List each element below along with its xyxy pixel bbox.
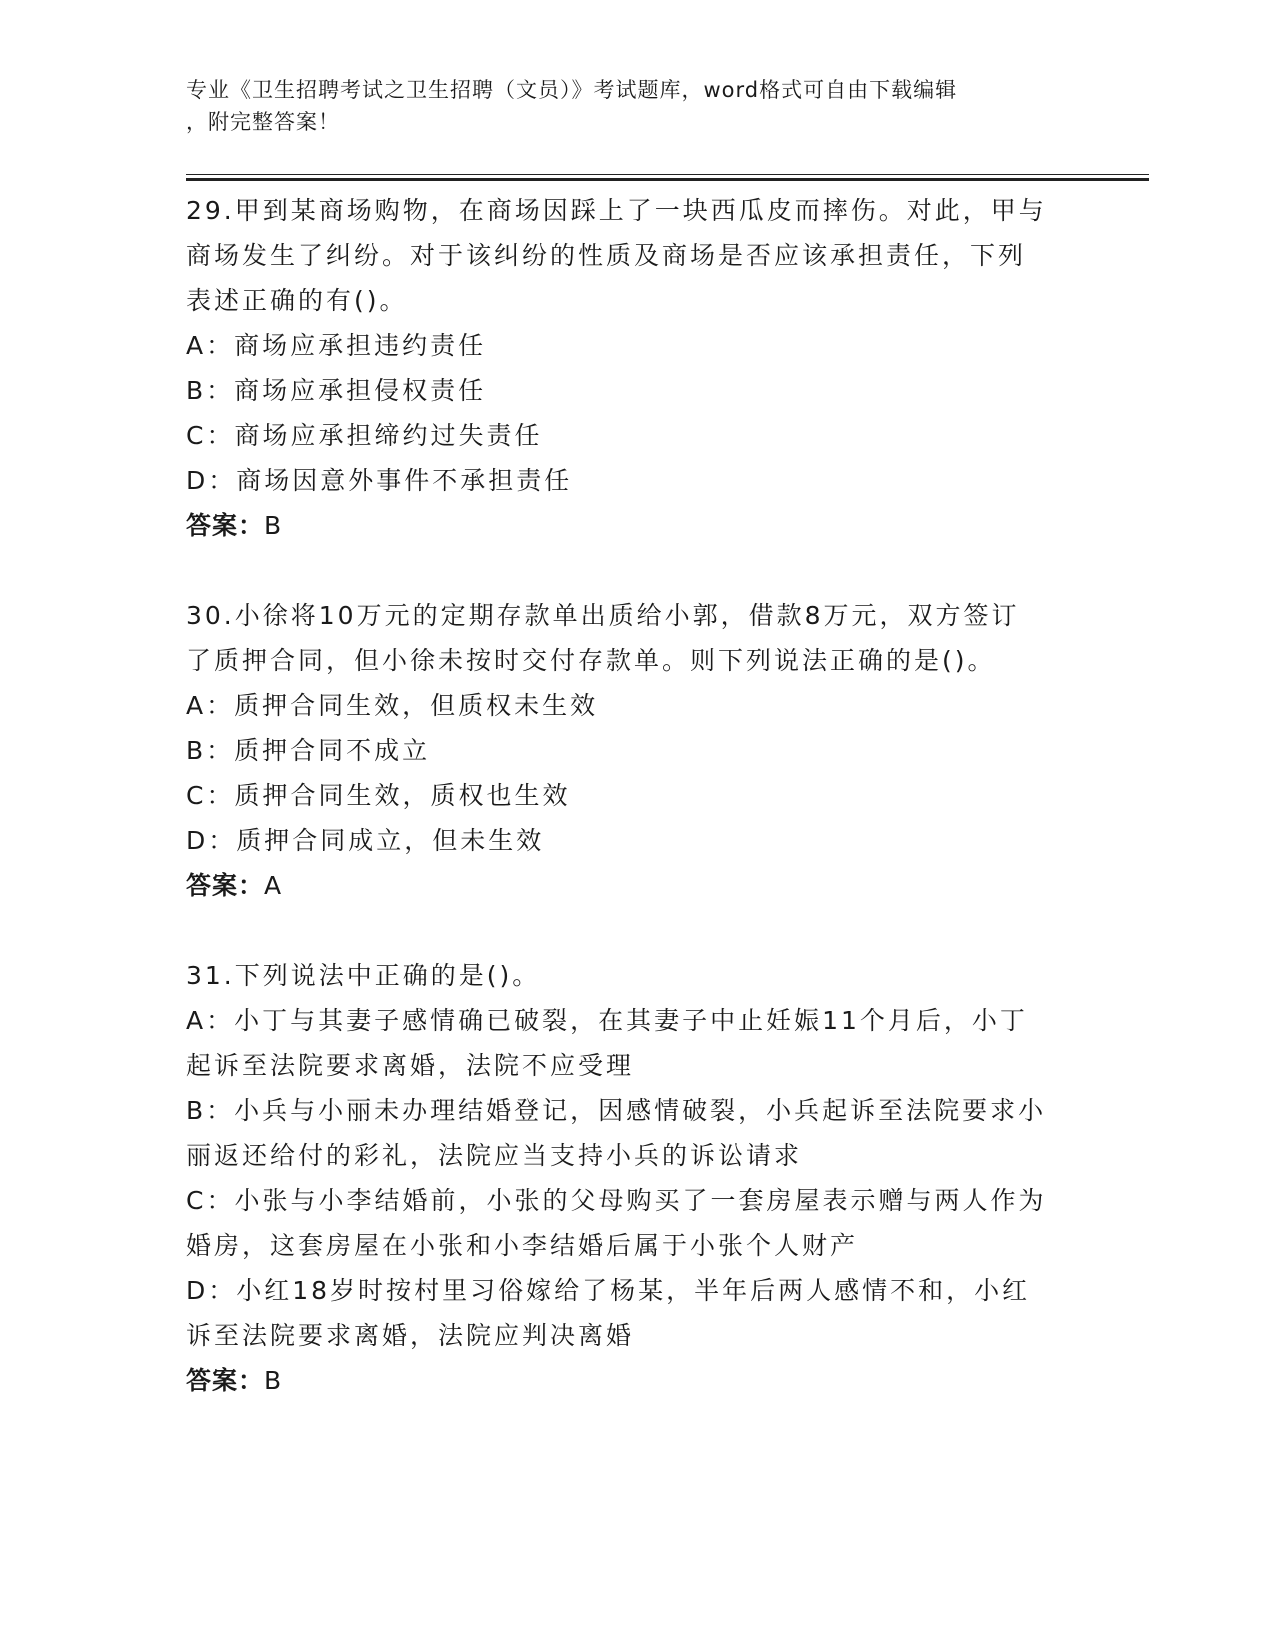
header-divider-thick bbox=[186, 178, 1149, 181]
option-c-line-1: C：小张与小李结婚前，小张的父母购买了一套房屋表示赠与两人作为 bbox=[186, 1186, 1047, 1215]
option-d: D：商场因意外事件不承担责任 bbox=[186, 466, 573, 495]
question-stem-line: 30.小徐将10万元的定期存款单出质给小郭，借款8万元，双方签订 bbox=[186, 601, 1020, 630]
option-d-line-1: D：小红18岁时按村里习俗嫁给了杨某，半年后两人感情不和，小红 bbox=[186, 1276, 1031, 1305]
option-b: B：质押合同不成立 bbox=[186, 736, 431, 765]
answer-label: 答案： bbox=[186, 871, 265, 900]
option-d-line-2: 诉至法院要求离婚，法院应判决离婚 bbox=[186, 1321, 635, 1350]
header-line-2: ，附完整答案！ bbox=[186, 110, 340, 134]
option-c: C：商场应承担缔约过失责任 bbox=[186, 421, 543, 450]
answer-line bbox=[186, 503, 1086, 548]
option-a-line-1: A：小丁与其妻子感情确已破裂，在其妻子中止妊娠11个月后，小丁 bbox=[186, 1006, 1028, 1035]
answer-value: B bbox=[264, 511, 283, 540]
option-b-line-2: 丽返还给付的彩礼，法院应当支持小兵的诉讼请求 bbox=[186, 1141, 803, 1170]
answer-line bbox=[186, 863, 1086, 908]
question-list bbox=[186, 188, 1086, 1448]
document-header bbox=[186, 74, 1066, 138]
answer-value: B bbox=[264, 1366, 283, 1395]
question-29 bbox=[186, 188, 1086, 548]
answer-line bbox=[186, 1358, 1086, 1403]
question-stem-line: 31.下列说法中正确的是()。 bbox=[186, 961, 541, 990]
question-30 bbox=[186, 593, 1086, 908]
option-d: D：质押合同成立，但未生效 bbox=[186, 826, 545, 855]
answer-label: 答案： bbox=[186, 1366, 265, 1395]
header-divider-thin bbox=[186, 174, 1149, 175]
question-stem-line: 29.甲到某商场购物，在商场因踩上了一块西瓜皮而摔伤。对此，甲与 bbox=[186, 196, 1047, 225]
question-stem-line: 表述正确的有()。 bbox=[186, 286, 408, 315]
question-stem-line: 了质押合同，但小徐未按时交付存款单。则下列说法正确的是()。 bbox=[186, 646, 996, 675]
option-a: A：商场应承担违约责任 bbox=[186, 331, 487, 360]
option-b-line-1: B：小兵与小丽未办理结婚登记，因感情破裂，小兵起诉至法院要求小 bbox=[186, 1096, 1047, 1125]
option-c: C：质押合同生效，质权也生效 bbox=[186, 781, 571, 810]
question-stem-line: 商场发生了纠纷。对于该纠纷的性质及商场是否应该承担责任，下列 bbox=[186, 241, 1027, 270]
option-a-line-2: 起诉至法院要求离婚，法院不应受理 bbox=[186, 1051, 635, 1080]
header-line-1: 专业《卫生招聘考试之卫生招聘（文员）》考试题库，word格式可自由下载编辑 bbox=[186, 78, 958, 102]
answer-label: 答案： bbox=[186, 511, 265, 540]
option-c-line-2: 婚房，这套房屋在小张和小李结婚后属于小张个人财产 bbox=[186, 1231, 859, 1260]
answer-value: A bbox=[264, 871, 283, 900]
question-31 bbox=[186, 953, 1086, 1403]
option-a: A：质押合同生效，但质权未生效 bbox=[186, 691, 599, 720]
option-b: B：商场应承担侵权责任 bbox=[186, 376, 487, 405]
